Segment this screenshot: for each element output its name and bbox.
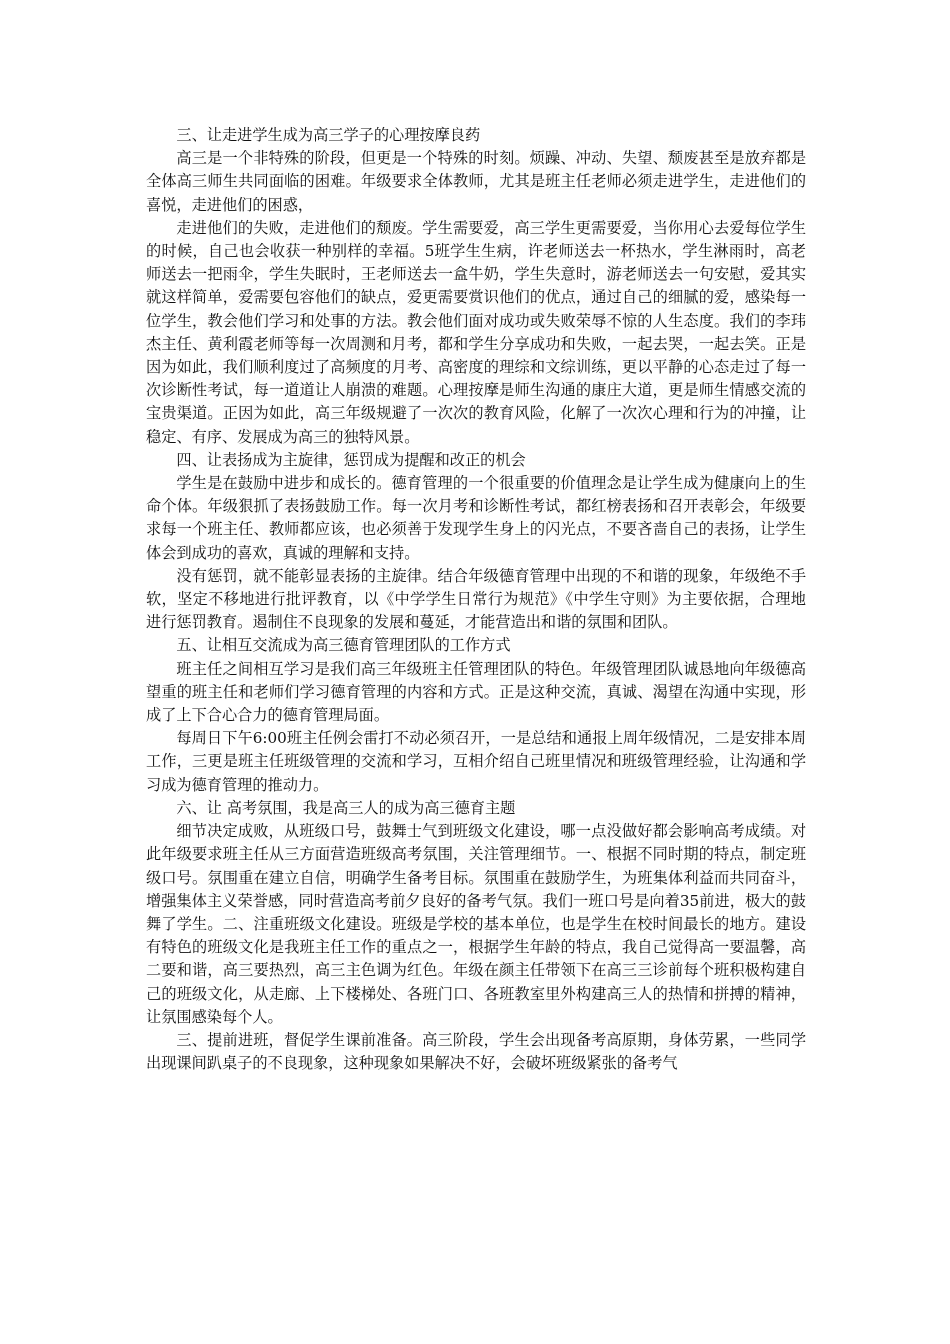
paragraph: 三、提前进班，督促学生课前准备。高三阶段，学生会出现备考高原期，身体劳累，一些同学出现课间趴桌子的不良现象，这种现象如果解决不好，会破坏班级紧张的备考气: [146, 1030, 806, 1073]
section-heading-6: 六、让 高考氛围，我是高三人的成为高三德育主题: [176, 798, 516, 817]
paragraph: 细节决定成败，从班级口号，鼓舞士气到班级文化建设，哪一点没做好都会影响高考成绩。对此年级要求班主任从三方面营造班级高考氛围，关注管理细节。一、根据不同时期的特点，制定班级口号。氛围重在建立自信，明确学生备考目标。氛围重在鼓励学生，为班集体利益而共同奋斗，增强集体主义荣誉感，同时营造高考前夕良好的备考气氛。我们一班口号是向着35前进，极大的鼓舞了学生。二、注重班级文化建设。班级是学校的基本单位，也是学生在校时间最长的地方。建设有特色的班级文化是我班主任工作的重点之一，根据学生年龄的特点，我自己觉得高一要温馨，高二要和谐，高三要热烈，高三主色调为红色。年级在颜主任带领下在高三三诊前每个班积极构建自己的班级文化，从走廊、上下楼梯处、各班门口、各班教室里外构建高三人的热情和拼搏的精神，让氛围感染每个人。: [146, 822, 806, 1026]
paragraph: 班主任之间相互学习是我们高三年级班主任管理团队的特色。年级管理团队诚恳地向年级德高望重的班主任和老师们学习德育管理的内容和方式。正是这种交流，真诚、渴望在沟通中实现，形成了上下合心合力的德育管理局面。: [146, 659, 806, 725]
paragraph: 每周日下午6:00班主任例会雷打不动必须召开，一是总结和通报上周年级情况，二是安排本周工作，三更是班主任班级管理的交流和学习，互相介绍自己班里情况和班级管理经验，让沟通和学习成为德育管理的推动力。: [146, 729, 806, 794]
section-heading-4: 四、让表扬成为主旋律，惩罚成为提醒和改正的机会: [176, 450, 526, 469]
section-heading-3: 三、让走进学生成为高三学子的心理按摩良药: [176, 126, 481, 144]
section-heading-5: 五、让相互交流成为高三德育管理团队的工作方式: [176, 636, 511, 655]
document-page: [146, 124, 806, 1075]
paragraph: 走进他们的失败，走进他们的颓废。学生需要爱，高三学生更需要爱，当你用心去爱每位学生的时候，自己也会收获一种别样的幸福。5班学生生病，许老师送去一杯热水，学生淋雨时，高老师送去一把雨伞，学生失眠时，王老师送去一盒牛奶，学生失意时，游老师送去一句安慰，爱其实就这样简单，爱需要包容他们的缺点，爱更需要赏识他们的优点，通过自己的细腻的爱，感染每一位学生，教会他们学习和处事的方法。教会他们面对成功或失败荣辱不惊的人生态度。我们的李玮杰主任、黄利霞老师等每一次周测和月考，都和学生分享成功和失败，一起去哭，一起去笑。正是因为如此，我们顺利度过了高频度的月考、高密度的理综和文综训练，更以平静的心态走过了每一次诊断性考试，每一道道让人崩溃的难题。心理按摩是师生沟通的康庄大道，更是师生情感交流的宝贵渠道。正因为如此，高三年级规避了一次次的教育风险，化解了一次次心理和行为的冲撞，让稳定、有序、发展成为高三的独特风景。: [146, 218, 806, 446]
paragraph: 高三是一个非特殊的阶段，但更是一个特殊的时刻。烦躁、冲动、失望、颓废甚至是放弃都是全体高三师生共同面临的困难。年级要求全体教师，尤其是班主任老师必须走进学生，走进他们的喜悦，走进他们的困惑，: [146, 149, 806, 214]
paragraph: 没有惩罚，就不能彰显表扬的主旋律。结合年级德育管理中出现的不和谐的现象，年级绝不手软，坚定不移地进行批评教育，以《中学学生日常行为规范》《中学生守则》为主要依据，合理地进行惩罚教育。遏制住不良现象的发展和蔓延，才能营造出和谐的氛围和团队。: [146, 566, 806, 632]
paragraph: 学生是在鼓励中进步和成长的。德育管理的一个很重要的价值理念是让学生成为健康向上的生命个体。年级狠抓了表扬鼓励工作。每一次月考和诊断性考试，都红榜表扬和召开表彰会，年级要求每一个班主任、教师都应该，也必须善于发现学生身上的闪光点，不要吝啬自己的表扬，让学生体会到成功的喜欢，真诚的理解和支持。: [146, 474, 806, 562]
